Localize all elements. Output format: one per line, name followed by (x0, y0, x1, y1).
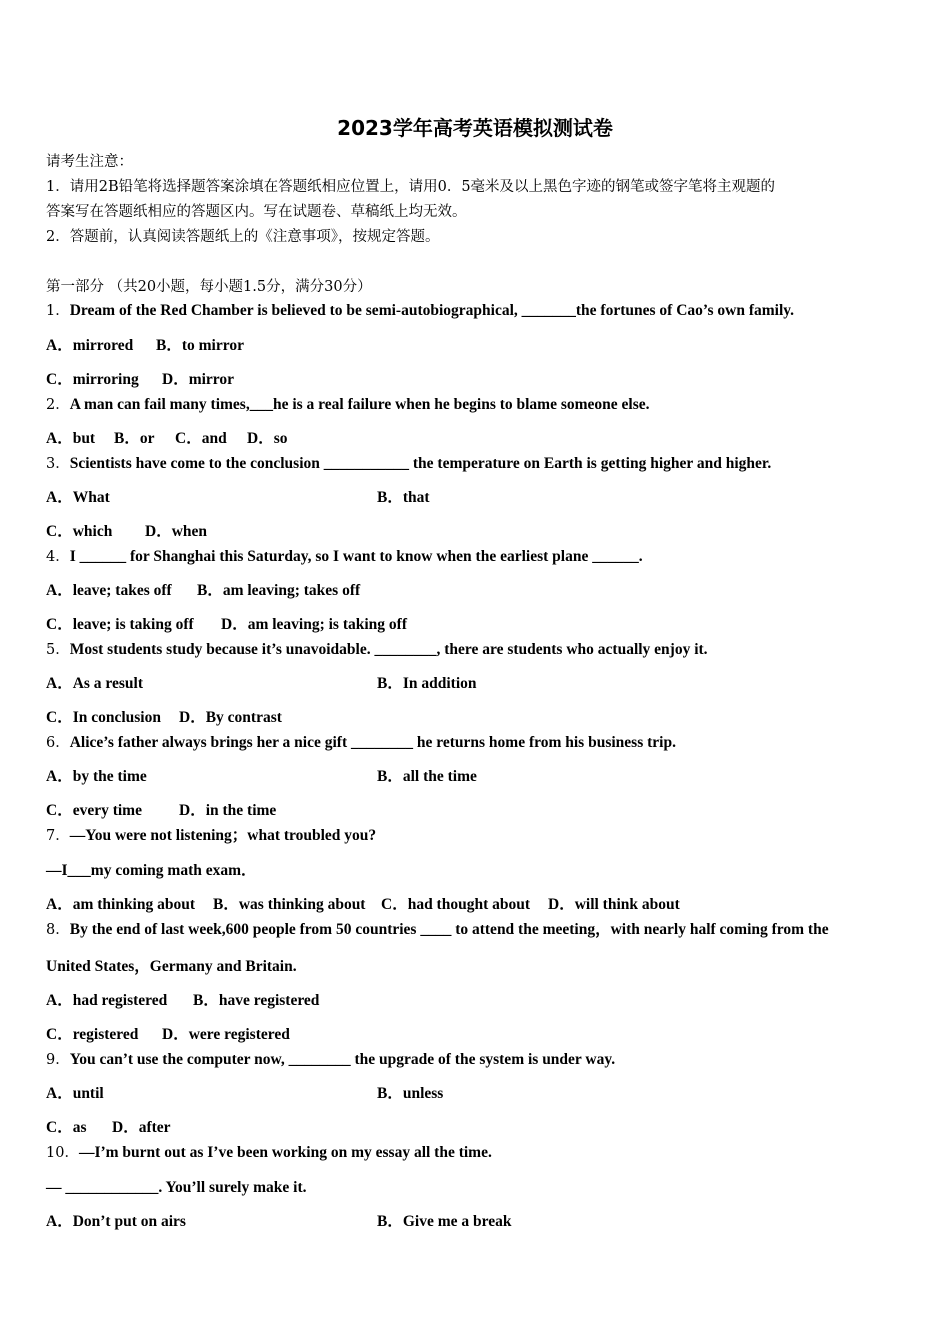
option: D．in the time (179, 802, 277, 819)
question-number: 8． (46, 922, 70, 938)
question-stem: —You were not listening；what troubled you? (69, 827, 377, 844)
option: C．leave; is taking off (46, 616, 194, 633)
notice-heading: 请考生注意： (46, 154, 133, 170)
question-stem: Alice’s father always brings her a nice gift ________ he returns home from his business trip. (69, 734, 676, 751)
question-7 (46, 826, 376, 846)
notice-line-3: 2．答题前，认真阅读答题纸上的《注意事项》，按规定答题。 (46, 229, 440, 245)
question-2 (46, 395, 650, 415)
question-10 (46, 1143, 492, 1163)
question-stem: I ______ for Shanghai this Saturday, so I want to know when the earliest plane ______. (69, 548, 643, 565)
page-title: 2023学年高考英语模拟测试卷 (337, 116, 613, 140)
option: C．registered (46, 1026, 139, 1043)
option: C．In conclusion (46, 709, 161, 726)
question-9 (46, 1050, 615, 1070)
option: C．mirroring (46, 371, 139, 388)
section-heading: 第一部分 （共20小题，每小题1.5分，满分30分） (46, 279, 372, 295)
option: A．had registered (46, 992, 168, 1009)
question-6 (46, 733, 676, 753)
question-number: 9． (46, 1052, 70, 1068)
option: A．until (46, 1085, 104, 1102)
option: A．mirrored (46, 337, 134, 354)
option: B．all the time (377, 768, 477, 785)
option: C．every time (46, 802, 142, 819)
option: D．will think about (548, 896, 680, 913)
question-4 (46, 547, 643, 567)
option: D．By contrast (179, 709, 282, 726)
question-number: 10． (46, 1145, 79, 1161)
option: D．so (247, 430, 288, 447)
question-stem: Most students study because it’s unavoidable. ________, there are students who actually enjoy it. (69, 641, 708, 658)
option: B．Give me a break (377, 1213, 512, 1230)
option: D．am leaving; is taking off (221, 616, 408, 633)
option: A．What (46, 489, 110, 506)
option: D．when (145, 523, 208, 540)
question-number: 3． (46, 456, 70, 472)
option: C．as (46, 1119, 87, 1136)
option: D．after (112, 1119, 171, 1136)
notice-line-2: 答案写在答题纸相应的答题区内。写在试题卷、草稿纸上均无效。 (46, 204, 467, 220)
option: B．have registered (193, 992, 320, 1009)
question-stem: —I’m burnt out as I’ve been working on my essay all the time. (78, 1144, 492, 1161)
option: D．were registered (162, 1026, 290, 1043)
option: A．Don’t put on airs (46, 1213, 186, 1230)
question-3 (46, 454, 771, 474)
option: A．by the time (46, 768, 147, 785)
option: B．unless (377, 1085, 444, 1102)
question-number: 7． (46, 828, 70, 844)
option: A．leave; takes off (46, 582, 172, 599)
option: C．and (175, 430, 227, 447)
question-stem: A man can fail many times,___he is a real failure when he begins to blame someone else. (69, 396, 650, 413)
option: A．As a result (46, 675, 144, 692)
question-5 (46, 640, 708, 660)
question-number: 2． (46, 397, 70, 413)
option: B．In addition (377, 675, 477, 692)
question-number: 6． (46, 735, 70, 751)
option: B．or (114, 430, 155, 447)
question-stem-continued: —I___my coming math exam． (46, 862, 257, 879)
question-8 (46, 920, 829, 940)
question-1 (46, 301, 794, 321)
option: D．mirror (162, 371, 235, 388)
question-number: 1． (46, 303, 70, 319)
notice-line-1: 1．请用2B铅笔将选择题答案涂填在答题纸相应位置上，请用0．5毫米及以上黑色字迹的钢笔或签字笔将主观题的 (46, 179, 776, 195)
option: A．but (46, 430, 96, 447)
option: B．am leaving; takes off (197, 582, 361, 599)
question-stem: By the end of last week,600 people from 50 countries ____ to attend the meeting，with nearly half coming from the (69, 921, 829, 938)
option: B．was thinking about (213, 896, 366, 913)
question-stem: Scientists have come to the conclusion ___________ the temperature on Earth is getting higher and higher. (69, 455, 772, 472)
question-stem-continued: — ____________. You’ll surely make it. (46, 1179, 307, 1196)
option: C．which (46, 523, 113, 540)
question-number: 4． (46, 549, 70, 565)
question-stem: Dream of the Red Chamber is believed to be semi-autobiographical, _______the fortunes of Cao’s own family. (69, 302, 795, 319)
option: B．to mirror (156, 337, 244, 354)
question-number: 5． (46, 642, 70, 658)
question-stem-continued: United States，Germany and Britain. (46, 958, 297, 975)
option: A．am thinking about (46, 896, 196, 913)
option: B．that (377, 489, 430, 506)
question-stem: You can’t use the computer now, ________ the upgrade of the system is under way. (69, 1051, 616, 1068)
option: C．had thought about (381, 896, 531, 913)
